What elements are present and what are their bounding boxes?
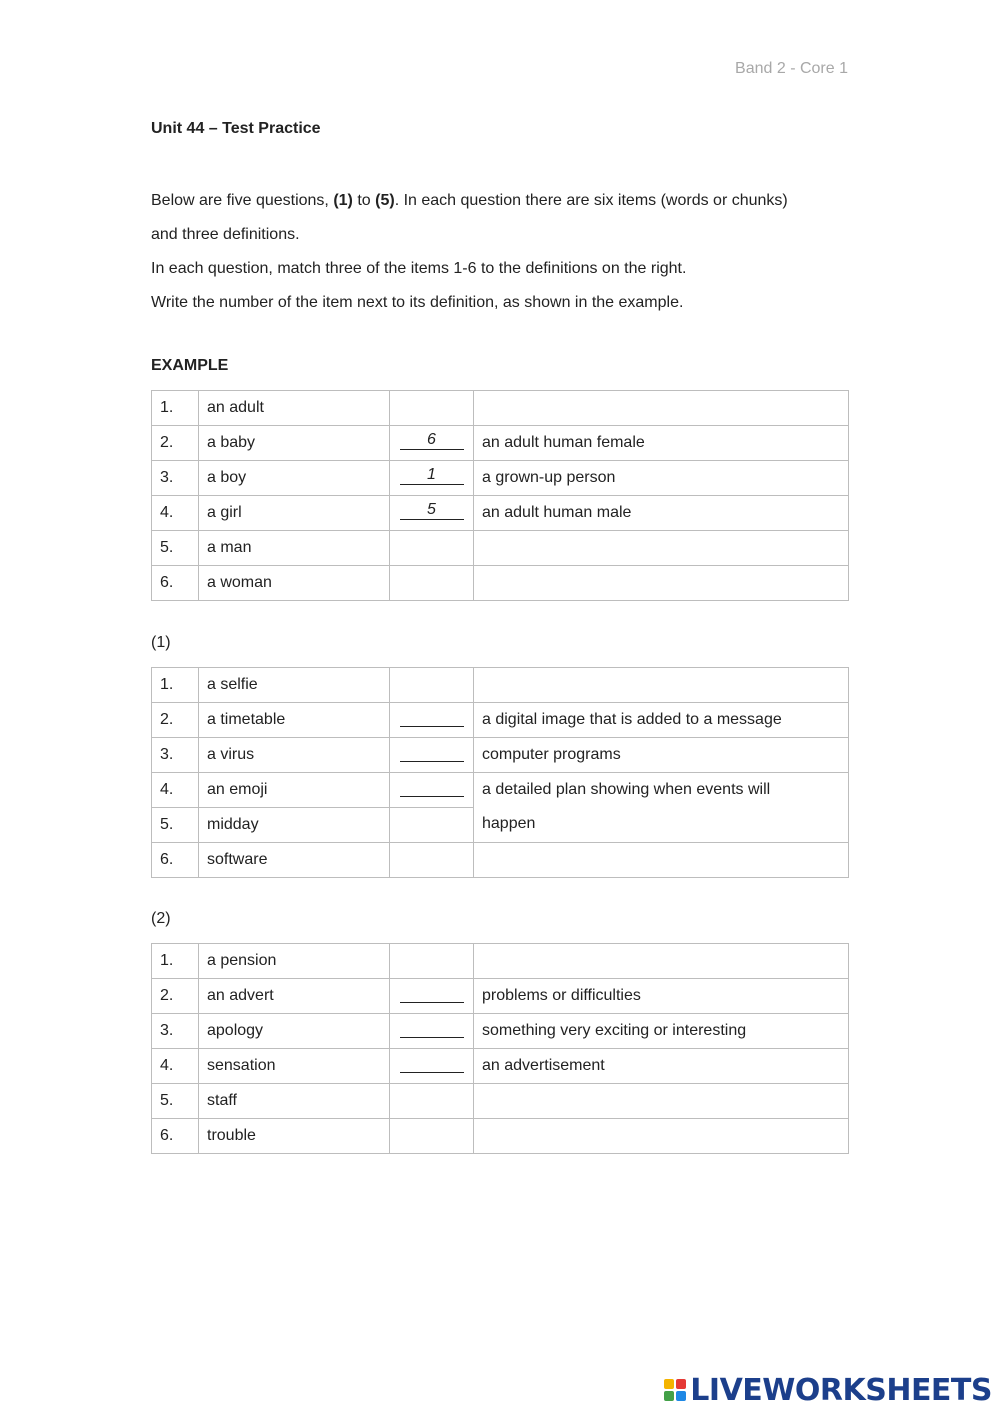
- answer-blank[interactable]: [400, 743, 464, 762]
- item-number: 1.: [152, 391, 199, 426]
- logo-text: LIVEWORKSHEETS: [690, 1372, 992, 1408]
- table-row: [152, 496, 849, 531]
- instruction-bold: (5): [375, 192, 395, 209]
- item-number: 5.: [152, 1084, 199, 1119]
- item-word: a virus: [199, 738, 390, 773]
- table-row: [152, 843, 849, 878]
- item-word: a timetable: [199, 703, 390, 738]
- item-number: 2.: [152, 426, 199, 461]
- definition-line: happen: [482, 815, 536, 832]
- answer-cell: [390, 461, 474, 496]
- item-word: a boy: [199, 461, 390, 496]
- answer-cell: [390, 773, 474, 808]
- table-row: [152, 566, 849, 601]
- answer-cell: [390, 426, 474, 461]
- logo-square: [676, 1391, 686, 1401]
- definition: [474, 773, 849, 843]
- table-row: [152, 426, 849, 461]
- item-word: sensation: [199, 1049, 390, 1084]
- item-number: 2.: [152, 703, 199, 738]
- answer-cell: [390, 979, 474, 1014]
- answer-cell: [390, 1084, 474, 1119]
- answer-blank[interactable]: [400, 1054, 464, 1073]
- table-row: [152, 1084, 849, 1119]
- logo-square: [676, 1379, 686, 1389]
- table-row: [152, 944, 849, 979]
- answer-blank[interactable]: [400, 778, 464, 797]
- definition: [474, 531, 849, 566]
- item-number: 6.: [152, 1119, 199, 1154]
- definition: something very exciting or interesting: [474, 1014, 849, 1049]
- answer-blank: 6: [400, 431, 464, 450]
- item-word: a woman: [199, 566, 390, 601]
- instruction-bold: (1): [333, 192, 353, 209]
- item-number: 4.: [152, 773, 199, 808]
- item-number: 4.: [152, 1049, 199, 1084]
- answer-cell: [390, 808, 474, 843]
- answer-cell: [390, 496, 474, 531]
- table-row: [152, 703, 849, 738]
- answer-cell: [390, 1049, 474, 1084]
- table-row: [152, 531, 849, 566]
- definition: [474, 944, 849, 979]
- item-word: a pension: [199, 944, 390, 979]
- instructions: [151, 184, 851, 320]
- instruction-line-3: In each question, match three of the items 1-6 to the definitions on the right.: [151, 260, 687, 277]
- item-word: a baby: [199, 426, 390, 461]
- item-number: 4.: [152, 496, 199, 531]
- answer-cell: [390, 1014, 474, 1049]
- definition: an adult human male: [474, 496, 849, 531]
- example-table: [151, 390, 849, 601]
- item-number: 3.: [152, 738, 199, 773]
- item-word: an adult: [199, 391, 390, 426]
- table-row: [152, 1049, 849, 1084]
- header-band-label: Band 2 - Core 1: [735, 60, 848, 77]
- table-row: [152, 391, 849, 426]
- item-number: 6.: [152, 843, 199, 878]
- table-row: [152, 1119, 849, 1154]
- item-word: a selfie: [199, 668, 390, 703]
- answer-cell: [390, 738, 474, 773]
- logo-mark-icon: [664, 1379, 686, 1401]
- answer-blank: 5: [400, 501, 464, 520]
- item-number: 5.: [152, 531, 199, 566]
- logo-square: [664, 1379, 674, 1389]
- question-1-label: (1): [151, 634, 171, 651]
- instruction-text: Below are five questions,: [151, 192, 334, 209]
- liveworksheets-logo: [664, 1373, 992, 1407]
- definition: problems or difficulties: [474, 979, 849, 1014]
- definition: [474, 668, 849, 703]
- definition: [474, 843, 849, 878]
- item-word: midday: [199, 808, 390, 843]
- item-number: 5.: [152, 808, 199, 843]
- table-row: [152, 461, 849, 496]
- table-row: [152, 773, 849, 808]
- example-label: EXAMPLE: [151, 357, 229, 374]
- item-number: 6.: [152, 566, 199, 601]
- answer-cell: [390, 843, 474, 878]
- item-word: a girl: [199, 496, 390, 531]
- answer-blank[interactable]: [400, 984, 464, 1003]
- instruction-text: . In each question there are six items (words or chunks): [394, 192, 788, 209]
- instruction-line-1: [151, 184, 851, 218]
- item-number: 1.: [152, 944, 199, 979]
- item-word: an emoji: [199, 773, 390, 808]
- answer-blank: 1: [400, 466, 464, 485]
- answer-blank[interactable]: [400, 1019, 464, 1038]
- question-2-label: (2): [151, 910, 171, 927]
- instruction-text: to: [352, 192, 376, 209]
- table-row: [152, 1014, 849, 1049]
- item-word: a man: [199, 531, 390, 566]
- question-1-table: [151, 667, 849, 878]
- answer-cell: [390, 703, 474, 738]
- page-title: Unit 44 – Test Practice: [151, 120, 321, 137]
- logo-square: [664, 1391, 674, 1401]
- item-number: 2.: [152, 979, 199, 1014]
- answer-cell: [390, 531, 474, 566]
- item-word: an advert: [199, 979, 390, 1014]
- definition: a digital image that is added to a message: [474, 703, 849, 738]
- item-number: 1.: [152, 668, 199, 703]
- question-2-table: [151, 943, 849, 1154]
- item-word: software: [199, 843, 390, 878]
- item-word: trouble: [199, 1119, 390, 1154]
- item-number: 3.: [152, 461, 199, 496]
- item-number: 3.: [152, 1014, 199, 1049]
- answer-cell: [390, 944, 474, 979]
- definition: a grown-up person: [474, 461, 849, 496]
- instruction-line-2: and three definitions.: [151, 226, 300, 243]
- definition: [474, 1119, 849, 1154]
- definition: [474, 391, 849, 426]
- table-row: [152, 979, 849, 1014]
- table-row: [152, 738, 849, 773]
- definition: [474, 566, 849, 601]
- definition: computer programs: [474, 738, 849, 773]
- answer-cell: [390, 566, 474, 601]
- item-word: staff: [199, 1084, 390, 1119]
- definition-line: a detailed plan showing when events will: [482, 781, 771, 798]
- definition: an advertisement: [474, 1049, 849, 1084]
- answer-cell: [390, 391, 474, 426]
- instruction-line-4: Write the number of the item next to its definition, as shown in the example.: [151, 294, 684, 311]
- answer-cell: [390, 1119, 474, 1154]
- definition: an adult human female: [474, 426, 849, 461]
- answer-cell: [390, 668, 474, 703]
- item-word: apology: [199, 1014, 390, 1049]
- table-row: [152, 668, 849, 703]
- definition: [474, 1084, 849, 1119]
- answer-blank[interactable]: [400, 708, 464, 727]
